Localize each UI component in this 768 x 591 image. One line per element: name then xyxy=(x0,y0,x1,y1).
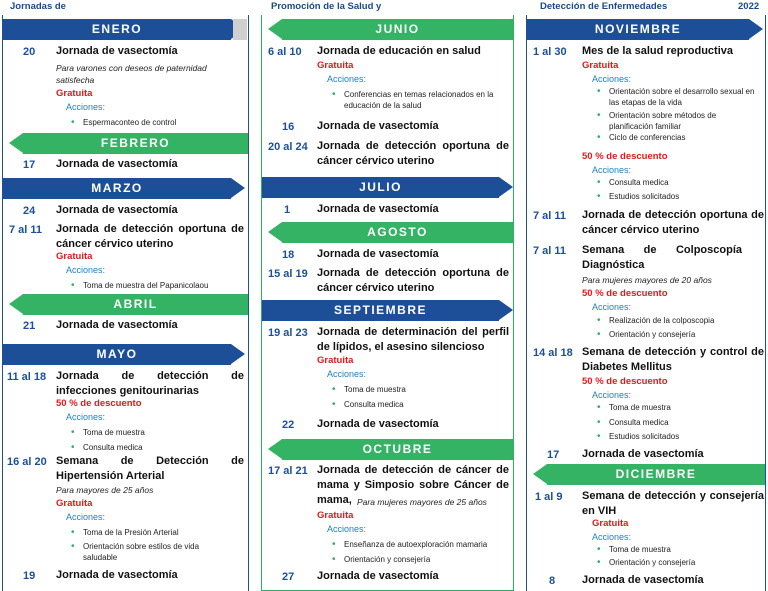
event-date: 1 al 30 xyxy=(533,46,567,58)
event-title: Mes de la salud reproductiva xyxy=(582,45,733,57)
event-date: 19 xyxy=(23,570,36,582)
event-note: Para mayores de 25 años xyxy=(56,485,154,495)
page-header xyxy=(0,0,768,14)
action-item: • Orientación y consejería xyxy=(344,554,509,565)
action-item: • Toma de muestra xyxy=(609,402,759,413)
month-banner-diciembre xyxy=(547,464,765,485)
column-junio-octubre xyxy=(261,15,514,591)
event-title: Jornada de vasectomía xyxy=(56,319,178,331)
event-date: 27 xyxy=(282,571,295,583)
event-date: 7 al 11 xyxy=(9,224,43,236)
event-title: Jornada de detección oportuna de cáncer cérvico uterino xyxy=(317,267,509,294)
actions-label: Acciones: xyxy=(592,165,632,175)
event-date: 19 al 23 xyxy=(268,327,308,339)
free-label: Gratuita xyxy=(317,355,354,366)
action-item: • Orientación y consejería xyxy=(609,557,759,568)
month-banner-octubre xyxy=(282,439,513,460)
free-label: Gratuita xyxy=(317,60,354,71)
event-date: 16 al 20 xyxy=(7,456,47,468)
event-title: Semana de Colposcopía Diagnóstica xyxy=(582,244,742,271)
actions-label: Acciones: xyxy=(66,265,106,275)
month-banner-junio xyxy=(282,19,513,40)
event-date: 11 al 18 xyxy=(7,371,47,383)
month-banner-noviembre xyxy=(527,19,749,40)
month-label: ABRIL xyxy=(113,297,158,311)
month-label: MARZO xyxy=(91,181,143,195)
event-date: 20 al 24 xyxy=(268,141,308,153)
event-note: Para mujeres mayores de 25 años xyxy=(357,497,487,507)
action-item: • Consulta medica xyxy=(609,177,759,188)
month-label: MAYO xyxy=(96,347,138,361)
month-banner-febrero xyxy=(23,133,248,154)
month-label: OCTUBRE xyxy=(362,442,433,456)
event-title: Jornada de vasectomía xyxy=(582,574,704,586)
action-item: • Enseñanza de autoexploración mamaria xyxy=(344,539,509,550)
free-label: Gratuita xyxy=(582,60,619,71)
header-left: Jornadas de xyxy=(10,1,66,12)
action-item: • Toma de muestra xyxy=(609,544,759,555)
action-item: • Orientación sobre métodos de planificación familiar xyxy=(609,110,739,132)
month-label: JULIO xyxy=(359,180,402,194)
discount-label: 50 % de descuento xyxy=(56,398,142,409)
event-title: Jornada de vasectomía xyxy=(56,45,178,57)
banner-shadow xyxy=(233,19,247,40)
event-title: Jornada de vasectomía xyxy=(317,120,439,132)
event-date: 8 xyxy=(549,575,556,587)
event-title: Jornada de vasectomía xyxy=(56,158,178,170)
month-label: AGOSTO xyxy=(367,225,428,239)
actions-label: Acciones: xyxy=(592,74,632,84)
action-item: • Consulta medica xyxy=(344,399,494,410)
free-label: Gratuita xyxy=(317,510,354,521)
month-banner-marzo xyxy=(3,178,231,199)
month-banner-enero xyxy=(3,19,231,40)
action-item: • Ciclo de conferencias xyxy=(609,132,759,143)
month-banner-abril xyxy=(23,294,248,315)
column-noviembre-diciembre xyxy=(526,15,766,591)
event-date: 1 al 9 xyxy=(535,491,563,503)
action-item: • Estudios solicitados xyxy=(609,431,759,442)
month-banner-julio xyxy=(262,177,499,198)
free-label: Gratuita xyxy=(592,518,629,529)
column-enero-mayo xyxy=(2,15,249,591)
action-item: • Orientación y consejería xyxy=(609,329,759,340)
month-label: JUNIO xyxy=(375,22,420,36)
action-item: • Conferencias en temas relacionados en la educación de la salud xyxy=(344,89,509,111)
event-date: 22 xyxy=(282,419,295,431)
action-item: • Consulta medica xyxy=(609,417,759,428)
event-date: 7 al 11 xyxy=(533,245,567,257)
event-date: 15 al 19 xyxy=(268,268,308,280)
free-label: Gratuita xyxy=(56,498,93,509)
event-title: Jornada de vasectomía xyxy=(317,248,439,260)
actions-label: Acciones: xyxy=(592,532,632,542)
month-label: SEPTIEMBRE xyxy=(333,303,427,317)
event-date: 24 xyxy=(23,205,36,217)
actions-label: Acciones: xyxy=(592,390,632,400)
header-right: Detección de Enfermedades xyxy=(540,1,668,12)
event-title: Jornada de detección oportuna de cáncer cérvico uterino xyxy=(56,223,244,250)
action-item: • Realización de la colposcopia xyxy=(609,315,759,326)
event-date: 1 xyxy=(284,204,291,216)
event-title: Jornada de detección de infecciones genitourinarias xyxy=(56,370,244,397)
discount-label: 50 % de descuento xyxy=(582,288,668,299)
event-title: Jornada de vasectomía xyxy=(317,203,439,215)
event-title: Jornada de vasectomía xyxy=(317,570,439,582)
event-title: Jornada de vasectomía xyxy=(582,448,704,460)
actions-label: Acciones: xyxy=(66,512,106,522)
event-note: Para varones con deseos de paternidad satisfecha xyxy=(56,63,207,85)
event-title: Jornada de determinación del perfil de lípidos, el asesino silencioso xyxy=(317,326,509,353)
event-title: Jornada de detección oportuna de cáncer cérvico uterino xyxy=(317,140,509,167)
action-item: • Consulta medica xyxy=(83,442,233,453)
actions-label: Acciones: xyxy=(327,74,367,84)
event-title: Semana de detección y control de Diabetes Mellitus xyxy=(582,346,764,373)
month-label: FEBRERO xyxy=(100,136,171,150)
actions-label: Acciones: xyxy=(592,302,632,312)
action-item: • Orientación sobre estilos de vida saludable xyxy=(83,541,231,563)
header-mid: Promoción de la Salud y xyxy=(271,1,382,12)
actions-label: Acciones: xyxy=(327,369,367,379)
actions-label: Acciones: xyxy=(66,102,106,112)
action-item: • Estudios solicitados xyxy=(609,191,759,202)
event-date: 17 xyxy=(23,159,36,171)
event-note: Para mujeres mayores de 20 años xyxy=(582,275,712,285)
event-title: Jornada de vasectomía xyxy=(56,569,178,581)
free-label: Gratuita xyxy=(56,251,93,262)
event-title: Jornada de educación en salud xyxy=(317,45,481,57)
actions-label: Acciones: xyxy=(327,524,367,534)
event-title: Semana de detección y consejería en VIH xyxy=(582,490,764,517)
discount-label: 50 % de descuento xyxy=(582,376,668,387)
action-item: • Toma de muestra xyxy=(344,384,494,395)
month-banner-septiembre xyxy=(262,300,499,321)
event-title: Semana de Detección de Hipertensión Arterial xyxy=(56,455,244,482)
actions-label: Acciones: xyxy=(66,412,106,422)
month-banner-mayo xyxy=(3,344,231,365)
action-item: • Orientación sobre el desarrollo sexual en las etapas de la vida xyxy=(609,86,764,108)
event-title: Jornada de detección de cáncer de mama y Simposio sobre Cáncer de mama, xyxy=(317,464,509,506)
event-date: 21 xyxy=(23,320,36,332)
event-date: 7 al 11 xyxy=(533,210,567,222)
month-label: DICIEMBRE xyxy=(615,467,697,481)
discount-label: 50 % de descuento xyxy=(582,151,668,162)
action-item: • Toma de muestra xyxy=(83,427,233,438)
event-date: 18 xyxy=(282,249,295,261)
action-item: • Toma de muestra del Papanicolaou xyxy=(83,280,238,291)
event-date: 6 al 10 xyxy=(268,46,302,58)
month-label: ENERO xyxy=(91,22,143,36)
header-year: 2022 xyxy=(738,1,760,12)
month-label: NOVIEMBRE xyxy=(594,22,682,36)
event-title: Jornada de detección oportuna de cáncer cérvico uterino xyxy=(582,209,764,236)
event-date: 20 xyxy=(23,46,36,58)
free-label: Gratuita xyxy=(56,88,93,99)
event-title: Jornada de vasectomía xyxy=(56,204,178,216)
event-date: 17 al 21 xyxy=(268,465,308,477)
event-date: 17 xyxy=(547,449,560,461)
month-banner-agosto xyxy=(282,222,513,243)
event-date: 14 al 18 xyxy=(533,347,573,359)
action-item: • Toma de la Presión Arterial xyxy=(83,527,233,538)
action-item: • Espermaconteo de control xyxy=(83,117,233,128)
event-title: Jornada de vasectomía xyxy=(317,418,439,430)
event-date: 16 xyxy=(282,121,295,133)
